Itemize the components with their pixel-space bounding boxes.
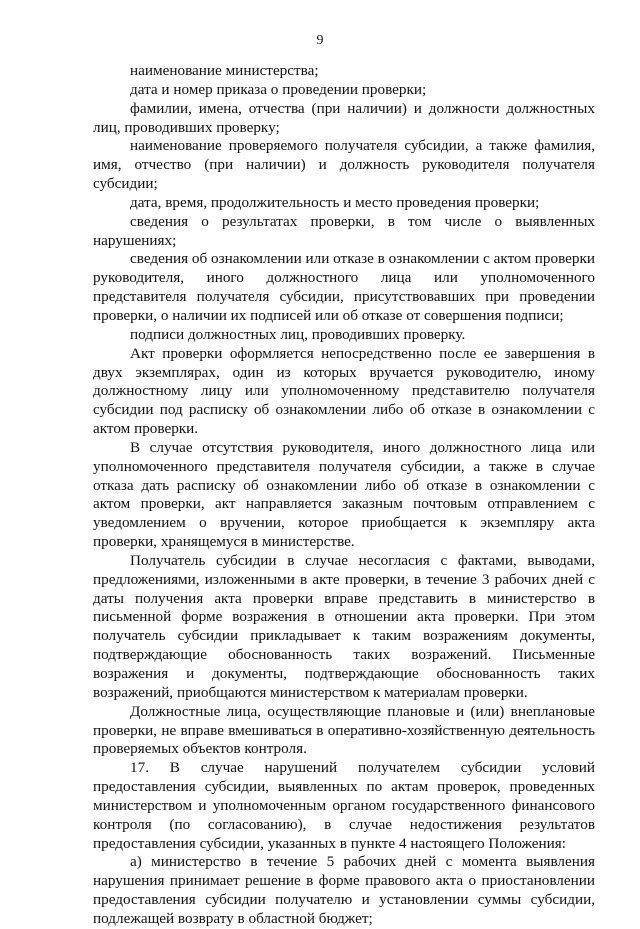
document-body xyxy=(93,62,595,929)
paragraph: наименование проверяемого получателя субсидии, а также фамилия, имя, отчество (при наличии) и должность руководителя получателя субсидии; xyxy=(93,137,595,193)
page-number: 9 xyxy=(316,33,324,48)
paragraph: дата, время, продолжительность и место проведения проверки; xyxy=(130,193,540,211)
paragraph: 17. В случае нарушений получателем субсидии условий предоставления субсидии, выявленных по актам проверок, проведенных министерством и уполномоченным органом государственного финансового контроля (по согласованию), в случае недостижения результатов предоставления субсидии, указанных в пункте 4 настоящего Положения: xyxy=(93,759,595,852)
paragraph: сведения о результатах проверки, в том числе о выявленных нарушениях; xyxy=(93,212,595,249)
paragraph: Должностные лица, осуществляющие плановые и (или) внеплановые проверки, не вправе вмешиваться в оперативно-хозяйственную деятельность проверяемых объектов контроля. xyxy=(93,702,595,758)
paragraph: дата и номер приказа о проведении проверки; xyxy=(130,80,427,98)
paragraph: В случае отсутствия руководителя, иного должностного лица или уполномоченного представителя получателя субсидии, а также в случае отказа дать расписку об ознакомлении либо об отказе в ознакомлении с актом проверки, акт направляется заказным почтовым отправлением с уведомлением о вручении, которое приобщается к экземпляру акта проверки, хранящемуся в министерстве. xyxy=(93,438,595,551)
paragraph: фамилии, имена, отчества (при наличии) и должности должностных лиц, проводивших проверку; xyxy=(93,99,595,136)
paragraph: а) министерство в течение 5 рабочих дней с момента выявления нарушения принимает решение в форме правового акта о приостановлении предоставления субсидии получателю и установлении суммы субсидии, подлежащей возврату в областной бюджет; xyxy=(93,853,595,927)
paragraph: наименование министерства; xyxy=(130,62,319,79)
paragraph: Акт проверки оформляется непосредственно после ее завершения в двух экземплярах, один из которых вручается руководителю, иному должностному лицу или уполномоченному представителю получателя субсидии под расписку об ознакомлении либо об отказе в ознакомлении с актом проверки. xyxy=(93,344,595,438)
paragraph: подписи должностных лиц, проводивших проверку. xyxy=(130,325,466,343)
paragraph: Получатель субсидии в случае несогласия с фактами, выводами, предложениями, изложенными в акте проверки, в течение 3 рабочих дней с даты получения акта проверки вправе представить в министерство в письменной форме возражения в отношении акта проверки. При этом получатель субсидии прикладывает к таким возражениям документы, подтверждающие обоснованность таких возражений. Письменные возражения и документы, подтверждающие обоснованность таких возражений, приобщаются министерством к материалам проверки. xyxy=(93,551,595,701)
paragraph: сведения об ознакомлении или отказе в ознакомлении с актом проверки руководителя, иного должностного лица или уполномоченного представителя получателя субсидии, присутствовавших при проведении проверки, о наличии их подписей или об отказе от совершения подписи; xyxy=(93,250,595,324)
